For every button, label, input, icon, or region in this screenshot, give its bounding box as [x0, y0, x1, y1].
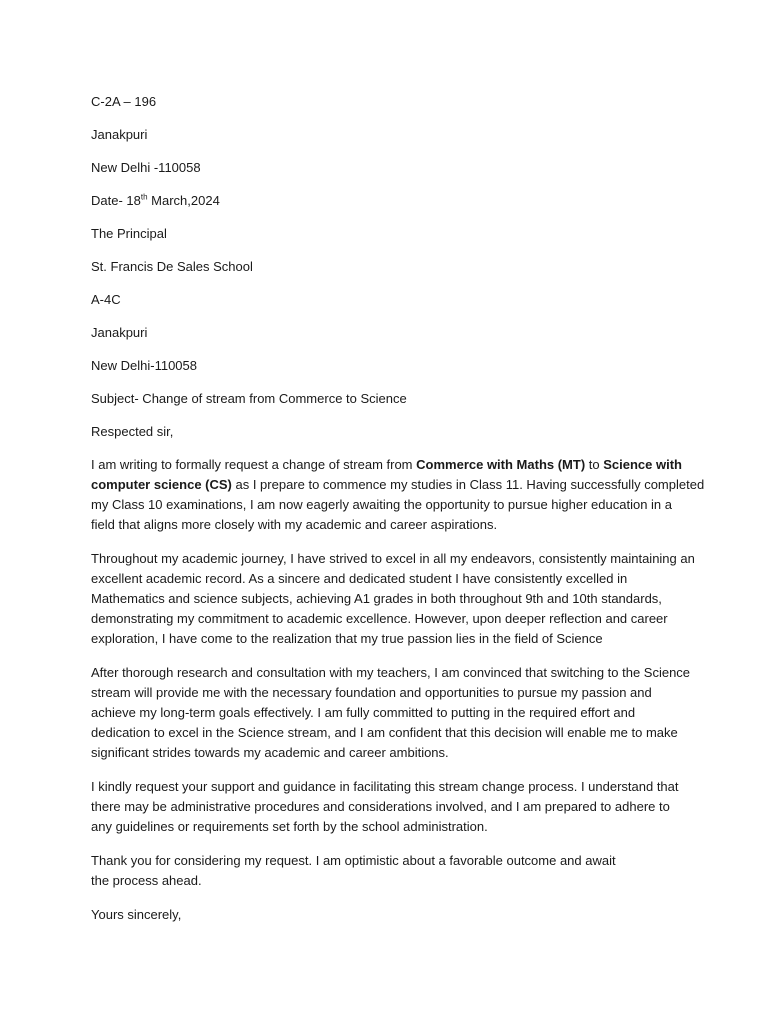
date-ordinal: th: [140, 192, 148, 202]
paragraph-2-line: Throughout my academic journey, I have strived to excel in all my endeavors, consistently maintaining an: [91, 551, 695, 566]
paragraph-1-line: field that aligns more closely with my academic and career aspirations.: [91, 517, 498, 532]
paragraph-3-line: achieve my long-term goals effectively. I am fully committed to putting in the required effort and: [91, 705, 636, 720]
paragraph-4-line: there may be administrative procedures and considerations involved, and I am prepared to adhere to: [91, 799, 670, 814]
paragraph-2: [91, 549, 695, 649]
text-run: as I prepare to commence my studies in Class 11. Having successfully completed: [231, 477, 705, 492]
paragraph-1-line: my Class 10 examinations, I am now eagerly awaiting the opportunity to pursue higher education in a: [91, 497, 672, 512]
paragraph-4-line: any guidelines or requirements set forth by the school administration.: [91, 819, 488, 834]
letter-salutation: Respected sir,: [91, 424, 174, 439]
date-rest: March,2024: [147, 193, 220, 208]
paragraph-4: [91, 777, 681, 837]
letter-subject: Subject- Change of stream from Commerce to Science: [91, 391, 407, 406]
paragraph-2-line: demonstrating my commitment to academic excellence. However, upon deeper reflection and career: [91, 611, 668, 626]
paragraph-4-line: I kindly request your support and guidance in facilitating this stream change process. I understand that: [91, 779, 679, 794]
sender-address-line-3: New Delhi -110058: [91, 160, 201, 175]
paragraph-5-line: the process ahead.: [91, 873, 202, 888]
paragraph-2-line: Mathematics and science subjects, achieving A1 grades in both throughout 9th and 10th standards,: [91, 591, 662, 606]
paragraph-3: [91, 663, 691, 763]
paragraph-5-line: Thank you for considering my request. I am optimistic about a favorable outcome and await: [91, 853, 616, 868]
paragraph-3-line: dedication to excel in the Science stream, and I am confident that this decision will enable me to make: [91, 725, 678, 740]
paragraph-3-line: stream will provide me with the necessary foundation and opportunities to pursue my passion and: [91, 685, 652, 700]
recipient-line-1: The Principal: [91, 226, 167, 241]
paragraph-2-line: excellent academic record. As a sincere and dedicated student I have consistently excelled in: [91, 571, 628, 586]
letter-body: [91, 92, 705, 938]
paragraph-3-line: significant strides towards my academic and career ambitions.: [91, 745, 449, 760]
sender-address-line-2: Janakpuri: [91, 127, 148, 142]
paragraph-5: [91, 851, 681, 891]
bold-text-run: Science with: [603, 457, 682, 472]
paragraph-3-line: After thorough research and consultation with my teachers, I am convinced that switching to the Science: [91, 665, 691, 680]
paragraph-1: [91, 455, 705, 535]
recipient-line-2: St. Francis De Sales School: [91, 259, 253, 274]
bold-text-run: computer science (CS): [91, 477, 232, 492]
date-prefix: Date- 18: [91, 193, 141, 208]
recipient-line-4: Janakpuri: [91, 325, 148, 340]
letter-closing: Yours sincerely,: [91, 907, 182, 922]
paragraph-1-line: [91, 455, 681, 475]
sender-address-line-1: C-2A – 196: [91, 94, 157, 109]
paragraph-2-line: exploration, I have come to the realization that my true passion lies in the field of Science: [91, 631, 603, 646]
recipient-line-5: New Delhi-110058: [91, 358, 197, 373]
text-run: I am writing to formally request a change of stream from: [91, 457, 417, 472]
text-run: to: [585, 457, 604, 472]
bold-text-run: Commerce with Maths (MT): [416, 457, 586, 472]
letter-date: [91, 191, 691, 211]
recipient-line-3: A-4C: [91, 292, 121, 307]
paragraph-1-line: [91, 475, 705, 495]
